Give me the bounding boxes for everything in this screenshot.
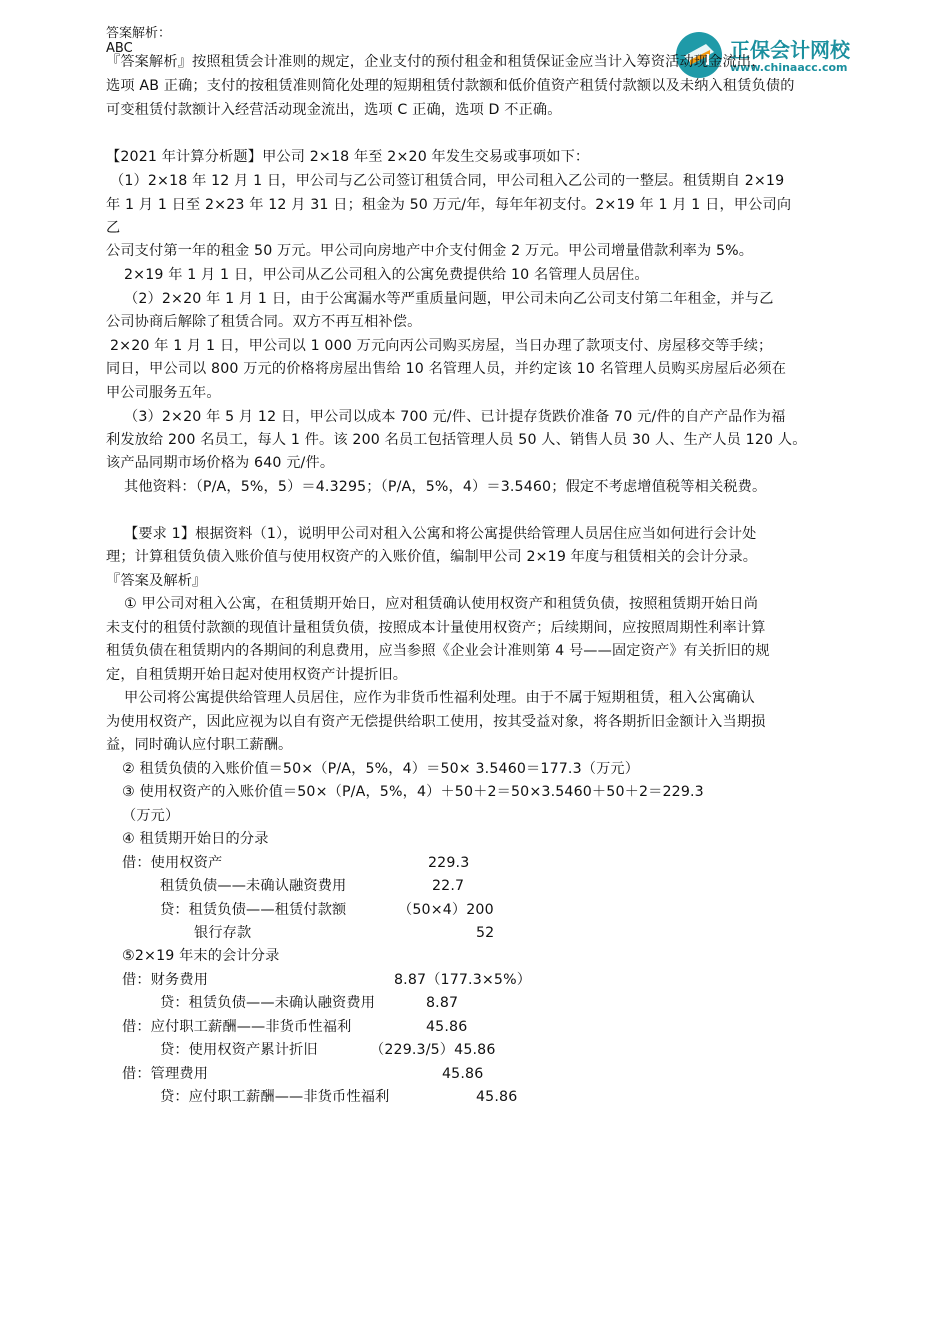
text-line: 年 1 月 1 日至 2×23 年 12 月 31 日；租金为 50 万元/年，每年年初支付。2×19 年 1 月 1 日，甲公司向 bbox=[106, 197, 792, 213]
text-line: 理；计算租赁负债入账价值与使用权资产的入账价值，编制甲公司 2×19 年度与租赁相关的会计分录。 bbox=[106, 549, 758, 565]
section-heading: 【2021 年计算分析题】甲公司 2×18 年至 2×20 年发生交易或事项如下： bbox=[106, 149, 590, 165]
cut-off-top-text: 答案解析：ABC bbox=[106, 26, 172, 56]
text-line: 租赁负债在租赁期内的各期间的利息费用，应当参照《企业会计准则第 4 号——固定资产》有关折旧的规 bbox=[106, 643, 770, 659]
text-line: 同日，甲公司以 800 万元的价格将房屋出售给 10 名管理人员，并约定该 10 名管理人员购买房屋后必须在 bbox=[106, 361, 787, 377]
journal-credit-account: 贷：租赁负债——租赁付款额 bbox=[160, 902, 347, 918]
logo-url: www.chinaacc.com bbox=[730, 61, 848, 74]
text-line: 定，自租赁期开始日起对使用权资产计提折旧。 bbox=[106, 667, 408, 683]
text-line: ⑤2×19 年末的会计分录 bbox=[122, 948, 280, 964]
text-line: 益，同时确认应付职工薪酬。 bbox=[106, 737, 293, 753]
journal-amount: 45.86 bbox=[476, 1089, 518, 1105]
text-line: 其他资料：（P/A，5%，5）＝4.3295；（P/A，5%，4）＝3.5460；假定不考虑增值税等相关税费。 bbox=[124, 479, 767, 495]
text-line: 可变租赁付款额计入经营活动现金流出，选项 C 正确，选项 D 不正确。 bbox=[106, 102, 562, 118]
text-line: 公司支付第一年的租金 50 万元。甲公司向房地产中介支付佣金 2 万元。甲公司增量借款利率为 5%。 bbox=[106, 243, 754, 259]
text-line: 为使用权资产，因此应视为以自有资产无偿提供给职工使用，按其受益对象，将各期折旧金额计入当期损 bbox=[106, 714, 766, 730]
text-line: ① 甲公司对租入公寓，在租赁期开始日，应对租赁确认使用权资产和租赁负债，按照租赁期开始日尚 bbox=[124, 596, 759, 612]
journal-amount: 8.87 bbox=[426, 995, 459, 1011]
text-line: 2×20 年 1 月 1 日，甲公司以 1 000 万元向丙公司购买房屋，当日办理了款项支付、房屋移交等手续； bbox=[110, 338, 773, 354]
journal-amount: 52 bbox=[476, 925, 495, 941]
logo-name: 正保会计网校 bbox=[730, 38, 850, 62]
text-line: 『答案及解析』 bbox=[106, 573, 207, 589]
text-line: 该产品同期市场价格为 640 元/件。 bbox=[106, 455, 335, 471]
text-line: ③ 使用权资产的入账价值＝50×（P/A，5%，4）＋50＋2＝50×3.5460＋50＋2＝229.3 bbox=[122, 784, 704, 800]
text-line: ④ 租赁期开始日的分录 bbox=[122, 831, 269, 847]
journal-debit-account: 借：使用权资产 bbox=[122, 855, 223, 871]
text-line: 『答案解析』按照租赁会计准则的规定，企业支付的预付租金和租赁保证金应当计入筹资活动现金流出， bbox=[106, 54, 766, 70]
journal-debit-account: 借：管理费用 bbox=[122, 1066, 209, 1082]
journal-debit-account: 借：应付职工薪酬——非货币性福利 bbox=[122, 1019, 352, 1035]
journal-amount: 45.86 bbox=[426, 1019, 468, 1035]
text-line: 利发放给 200 名员工，每人 1 件。该 200 名员工包括管理人员 50 人、销售人员 30 人、生产人员 120 人。 bbox=[106, 432, 807, 448]
text-line: （3）2×20 年 5 月 12 日，甲公司以成本 700 元/件、已计提存货跌价准备 70 元/件的自产产品作为福 bbox=[124, 409, 786, 425]
journal-amount: 45.86 bbox=[442, 1066, 484, 1082]
journal-debit-account: 租赁负债——未确认融资费用 bbox=[160, 878, 347, 894]
journal-amount: （50×4）200 bbox=[398, 902, 494, 918]
journal-credit-account: 贷：使用权资产累计折旧 bbox=[160, 1042, 318, 1058]
text-line: 选项 AB 正确；支付的按租赁准则简化处理的短期租赁付款额和低价值资产租赁付款额以及未纳入租赁负债的 bbox=[106, 78, 795, 94]
journal-credit-account: 银行存款 bbox=[194, 925, 252, 941]
journal-credit-account: 贷：应付职工薪酬——非货币性福利 bbox=[160, 1089, 390, 1105]
text-line: 公司协商后解除了租赁合同。双方不再互相补偿。 bbox=[106, 314, 422, 330]
journal-amount: 229.3 bbox=[428, 855, 470, 871]
text-line: 乙 bbox=[106, 220, 121, 236]
journal-credit-account: 贷：租赁负债——未确认融资费用 bbox=[160, 995, 376, 1011]
journal-amount: 22.7 bbox=[432, 878, 465, 894]
text-line: 甲公司服务五年。 bbox=[106, 385, 221, 401]
section-heading: 【要求 1】根据资料（1），说明甲公司对租入公寓和将公寓提供给管理人员居住应当如何进行会计处 bbox=[124, 526, 757, 542]
journal-amount: （229.3/5）45.86 bbox=[370, 1042, 496, 1058]
text-line: ② 租赁负债的入账价值＝50×（P/A，5%，4）＝50× 3.5460＝177.3（万元） bbox=[122, 761, 640, 777]
journal-debit-account: 借：财务费用 bbox=[122, 972, 209, 988]
text-line: 甲公司将公寓提供给管理人员居住，应作为非货币性福利处理。由于不属于短期租赁，租入公寓确认 bbox=[124, 690, 755, 706]
text-line: （1）2×18 年 12 月 1 日，甲公司与乙公司签订租赁合同，甲公司租入乙公司的一整层。租赁期自 2×19 bbox=[110, 173, 785, 189]
text-line: （万元） bbox=[122, 808, 180, 824]
journal-amount: 8.87（177.3×5%） bbox=[394, 972, 532, 988]
text-line: （2）2×20 年 1 月 1 日，由于公寓漏水等严重质量问题，甲公司未向乙公司支付第二年租金，并与乙 bbox=[124, 291, 774, 307]
text-line: 2×19 年 1 月 1 日，甲公司从乙公司租入的公寓免费提供给 10 名管理人员居住。 bbox=[124, 267, 649, 283]
text-line: 未支付的租赁付款额的现值计量租赁负债，按照成本计量使用权资产；后续期间，应按照周期性利率计算 bbox=[106, 620, 766, 636]
